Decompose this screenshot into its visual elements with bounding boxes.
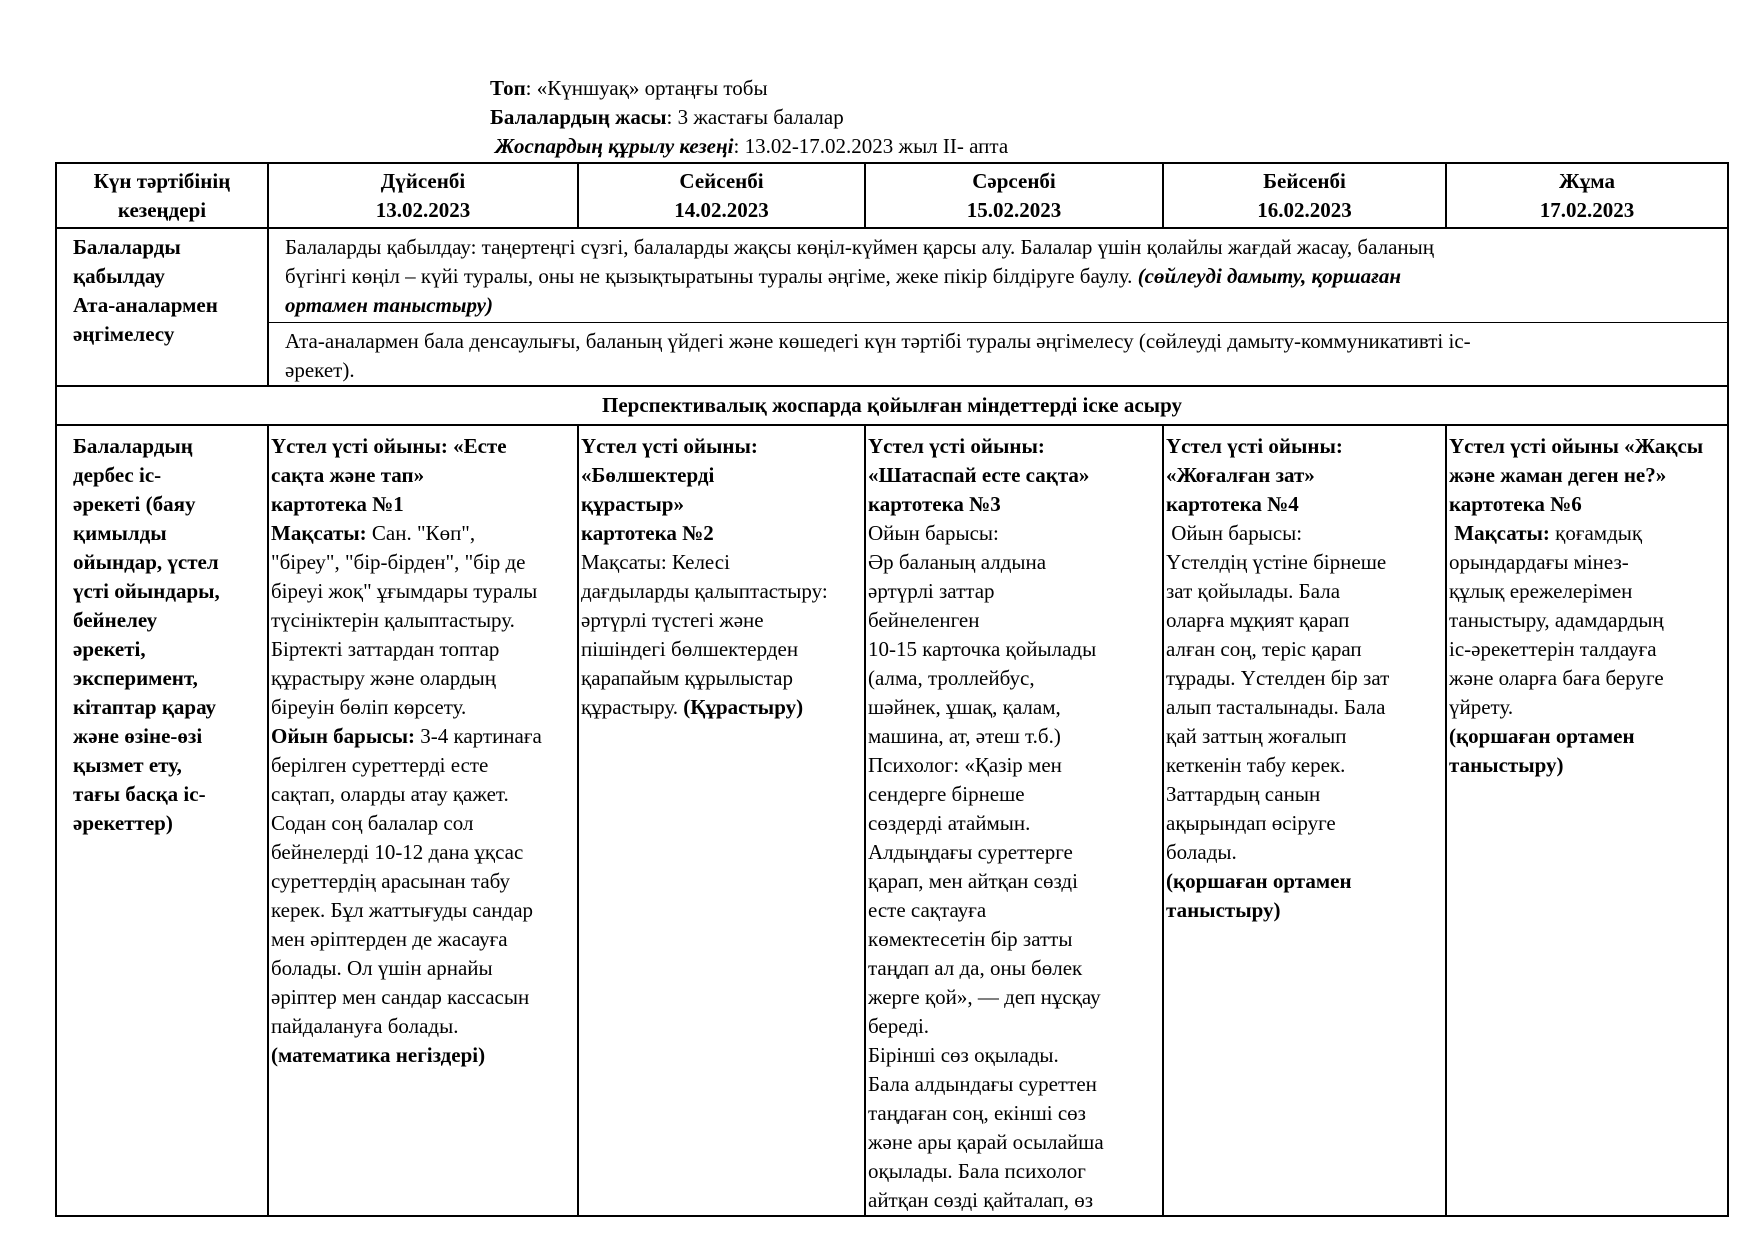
activity-line: (алма, троллейбус, (868, 666, 1035, 690)
activity-line: пайдалануға болады. (271, 1014, 459, 1038)
activity-line: оларға мұқият қарап (1166, 608, 1350, 632)
day-name: Дүйсенбі (380, 169, 466, 193)
stage-header-line: Күн тәртібінің (93, 169, 231, 193)
activity-title-line: Үстел үсті ойыны: (868, 434, 1045, 458)
day-header-fri (1446, 163, 1728, 228)
activity-line: сақтап, оларды атау қажет. (271, 782, 509, 806)
group-value: : «Күншуақ» ортаңғы тобы (525, 76, 768, 100)
activity-line: Психолог: «Қазір мен (868, 753, 1062, 777)
activity-title-line: Үстел үсті ойыны: «Есте (271, 434, 507, 458)
activity-line: сендерге бірнеше (868, 782, 1025, 806)
goal-label: Мақсаты: (271, 521, 367, 545)
activity-line: үйрету. (1449, 695, 1514, 719)
activity-title-line: құрастыр» (581, 492, 684, 516)
stage-line: Балалардың (73, 434, 193, 458)
activity-tag: таныстыру) (1166, 898, 1281, 922)
activity-line: орындардағы мінез- (1449, 550, 1629, 574)
activity-title-line: Үстел үсті ойыны: (581, 434, 758, 458)
activity-line: суреттердің арасынан табу (271, 869, 511, 893)
stage-header (56, 163, 268, 228)
activity-line: бейнеленген (868, 608, 980, 632)
activity-title-line: «Шатаспай есте сақта» (868, 463, 1090, 487)
activity-line: мен әріптерден де жасауға (271, 927, 508, 951)
day-header-tue (578, 163, 865, 228)
reception-line (285, 262, 1725, 291)
activity-line: біреуін бөліп көрсету. (271, 695, 467, 719)
activity-title-line: және жаман деген не?» (1449, 463, 1667, 487)
activity-line: дағдыларды қалыптастыру: (581, 579, 828, 603)
day-header-thu (1163, 163, 1446, 228)
activity-line: қарапайым құрылыстар (581, 666, 793, 690)
day-date: 15.02.2023 (966, 198, 1062, 222)
stage-line: бейнелеу (73, 608, 158, 632)
reception-line: Балаларды қабылдау: таңертеңгі сүзгі, балаларды жақсы көңіл-күймен қарсы алу. Балалар үшін қолайлы жағдай жасау, баланың (285, 235, 1434, 259)
goal-text: Сан. "Көп", (366, 521, 476, 545)
group-line (490, 74, 1008, 103)
day-header-wed (865, 163, 1163, 228)
activity-line: көмектесетін бір затты (868, 927, 1073, 951)
activity-line: сөздерді атаймын. (868, 811, 1031, 835)
friday-activity-cell (1446, 425, 1728, 1216)
activity-line: болады. Ол үшін арнайы (271, 956, 493, 980)
wednesday-activity-cell (865, 425, 1163, 1216)
activity-line: алған соң, теріс қарап (1166, 637, 1362, 661)
activity-line: тұрады. Үстелден бір зат (1166, 666, 1390, 690)
goal-text: қоғамдық (1549, 521, 1643, 545)
activity-line (271, 722, 575, 751)
stage-line: қабылдау (73, 264, 165, 288)
stage-line: Балаларды (73, 235, 181, 259)
goal-label: Мақсаты: (1449, 521, 1550, 545)
day-name: Сәрсенбі (972, 169, 1056, 193)
activity-text: құрастыру. (581, 695, 684, 719)
stage-line: және өзіне-өзі (73, 724, 203, 748)
activity-line: таныстыру, адамдардың (1449, 608, 1664, 632)
reception-tag: (сөйлеуді дамыту, қоршаған (1137, 264, 1402, 288)
game-text: 3-4 картинаға (414, 724, 542, 748)
day-date: 16.02.2023 (1257, 198, 1352, 222)
reception-row (56, 228, 1728, 323)
tuesday-activity-cell (578, 425, 865, 1216)
weekly-plan-table (55, 162, 1729, 1217)
day-header-mon (268, 163, 578, 228)
day-date: 14.02.2023 (674, 198, 769, 222)
activity-line: бейнелерді 10-12 дана ұқсас (271, 840, 524, 864)
activity-line: берілген суреттерді есте (271, 753, 489, 777)
activity-line: таңдап ал да, оны бөлек (868, 956, 1083, 980)
activity-title-line: «Бөлшектерді (581, 463, 715, 487)
day-name: Сейсенбі (679, 169, 764, 193)
activity-tag: (қоршаған ортамен (1166, 869, 1352, 893)
activity-line: Ойын барысы: (1166, 521, 1303, 545)
activity-line: әртүрлі заттар (868, 579, 995, 603)
activity-line: оқылады. Бала психолог (868, 1159, 1086, 1183)
activity-line: түсініктерін қалыптастыру. (271, 608, 515, 632)
stage-line: әңгімелесу (73, 322, 175, 346)
parents-text-cell (268, 323, 1728, 387)
activity-line: біреуі жоқ" ұғымдары туралы (271, 579, 538, 603)
activity-stage-cell (56, 425, 268, 1216)
activity-line: айтқан сөзді қайталап, өз (868, 1188, 1094, 1212)
activity-line: құрастыру және олардың (271, 666, 497, 690)
stage-line: эксперимент, (73, 666, 198, 690)
activity-line (271, 519, 575, 548)
activity-line: есте сақтауға (868, 898, 987, 922)
activity-line: Бала алдындағы суреттен (868, 1072, 1097, 1096)
parents-line: әрекет). (285, 358, 355, 382)
plan-header (490, 74, 1008, 161)
stage-line: қызмет ету, (73, 753, 182, 777)
stage-header-line: кезеңдері (117, 198, 207, 222)
stage-line: әрекеті, (73, 637, 146, 661)
activity-line: жерге қой», — деп нұсқау (868, 985, 1101, 1009)
activity-line: кеткенін табу керек. (1166, 753, 1346, 777)
activity-line: Бірінші сөз оқылады. (868, 1043, 1059, 1067)
activity-line: Заттардың санын (1166, 782, 1321, 806)
activity-line: іс-әрекеттерін талдауға (1449, 637, 1657, 661)
parents-row (56, 323, 1728, 387)
activity-line: керек. Бұл жаттығуды сандар (271, 898, 534, 922)
activity-line: Әр баланың алдына (868, 550, 1047, 574)
activity-line: пішіндегі бөлшектерден (581, 637, 799, 661)
activity-line: қарап, мен айтқан сөзді (868, 869, 1078, 893)
day-date: 17.02.2023 (1539, 198, 1635, 222)
activity-tag: (математика негіздері) (271, 1043, 486, 1067)
stage-line: ойындар, үстел (73, 550, 219, 574)
activity-line: құлық ережелерімен (1449, 579, 1633, 603)
activity-title-line: картотека №6 (1449, 492, 1582, 516)
activity-line: қай заттың жоғалып (1166, 724, 1347, 748)
activity-line: әртүрлі түстегі және (581, 608, 764, 632)
day-name: Жұма (1559, 169, 1615, 193)
monday-activity-cell (268, 425, 578, 1216)
reception-stage-cell (56, 228, 268, 386)
activity-line: шәйнек, ұшақ, қалам, (868, 695, 1061, 719)
age-value: : 3 жастағы балалар (666, 105, 844, 129)
activity-line: таңдаған соң, екінші сөз (868, 1101, 1086, 1125)
activity-title-line: картотека №2 (581, 521, 714, 545)
activity-line: Алдыңдағы суреттерге (868, 840, 1073, 864)
activity-line: зат қойылады. Бала (1166, 579, 1341, 603)
activity-line (1449, 519, 1725, 548)
activity-title-line: «Жоғалған зат» (1166, 463, 1315, 487)
reception-text: бүгінгі көңіл – күйі туралы, оны не қызықтыратыны туралы әңгіме, жеке пікір білдіруге баулу. (285, 264, 1138, 288)
reception-tag: ортамен таныстыру) (285, 293, 494, 317)
activity-title-line: картотека №3 (868, 492, 1001, 516)
activity-line (581, 693, 862, 722)
group-label: Топ (490, 76, 526, 100)
age-line (490, 103, 1008, 132)
activity-title-line: сақта және тап» (271, 463, 425, 487)
activity-title-line: Үстел үсті ойыны «Жақсы (1449, 434, 1704, 458)
activity-line: Содан соң балалар сол (271, 811, 474, 835)
activity-line: болады. (1166, 840, 1237, 864)
thursday-activity-cell (1163, 425, 1446, 1216)
activity-line: "біреу", "бір-бірден", "бір де (271, 550, 526, 574)
period-value: : 13.02-17.02.2023 жыл ІІ- апта (733, 134, 1009, 158)
day-date: 13.02.2023 (375, 198, 471, 222)
parents-line: Ата-аналармен бала денсаулығы, баланың үйдегі және көшедегі күн тәртібі туралы әңгімелесу (сөйлеуді дамыту-коммуникативті іс- (285, 329, 1471, 353)
stage-line: кітаптар қарау (73, 695, 217, 719)
activity-title-line: картотека №4 (1166, 492, 1299, 516)
activity-line: машина, ат, әтеш т.б.) (868, 724, 1061, 748)
table-header-row (56, 163, 1728, 228)
activity-tag: (қоршаған ортамен (1449, 724, 1635, 748)
activity-line: және ары қарай осылайша (868, 1130, 1104, 1154)
age-label: Балалардың жасы (490, 105, 667, 129)
activity-tag: (Құрастыру) (683, 695, 804, 719)
stage-line: қимылды (73, 521, 167, 545)
reception-text-cell (268, 228, 1728, 323)
stage-line: тағы басқа іс- (73, 782, 206, 806)
stage-line: дербес іс- (73, 463, 162, 487)
activity-line: Үстелдің үстіне бірнеше (1166, 550, 1387, 574)
activity-line: ақырындап өсіруге (1166, 811, 1336, 835)
activity-line: Мақсаты: Келесі (581, 550, 730, 574)
activity-line: 10-15 карточка қойылады (868, 637, 1097, 661)
activity-line: әріптер мен сандар кассасын (271, 985, 530, 1009)
activity-line: және оларға баға беруге (1449, 666, 1664, 690)
period-label: Жоспардың құрылу кезеңі (495, 134, 734, 158)
activity-line: Ойын барысы: (868, 521, 999, 545)
activity-line: Біртекті заттардан топтар (271, 637, 500, 661)
stage-line: Ата-аналармен (73, 293, 218, 317)
period-line (490, 132, 1008, 161)
game-label: Ойын барысы: (271, 724, 415, 748)
activity-row (56, 425, 1728, 1216)
day-name: Бейсенбі (1263, 169, 1346, 193)
section-row (56, 386, 1728, 425)
activity-line: алып тасталынады. Бала (1166, 695, 1386, 719)
activity-title-line: Үстел үсті ойыны: (1166, 434, 1343, 458)
stage-line: әрекеттер) (73, 811, 173, 835)
activity-title-line: картотека №1 (271, 492, 404, 516)
stage-line: үсті ойындары, (73, 579, 220, 603)
stage-line: әрекеті (баяу (73, 492, 196, 516)
activity-tag: таныстыру) (1449, 753, 1564, 777)
section-title: Перспективалық жоспарда қойылған міндеттерді іске асыру (56, 386, 1728, 425)
activity-line: береді. (868, 1014, 930, 1038)
